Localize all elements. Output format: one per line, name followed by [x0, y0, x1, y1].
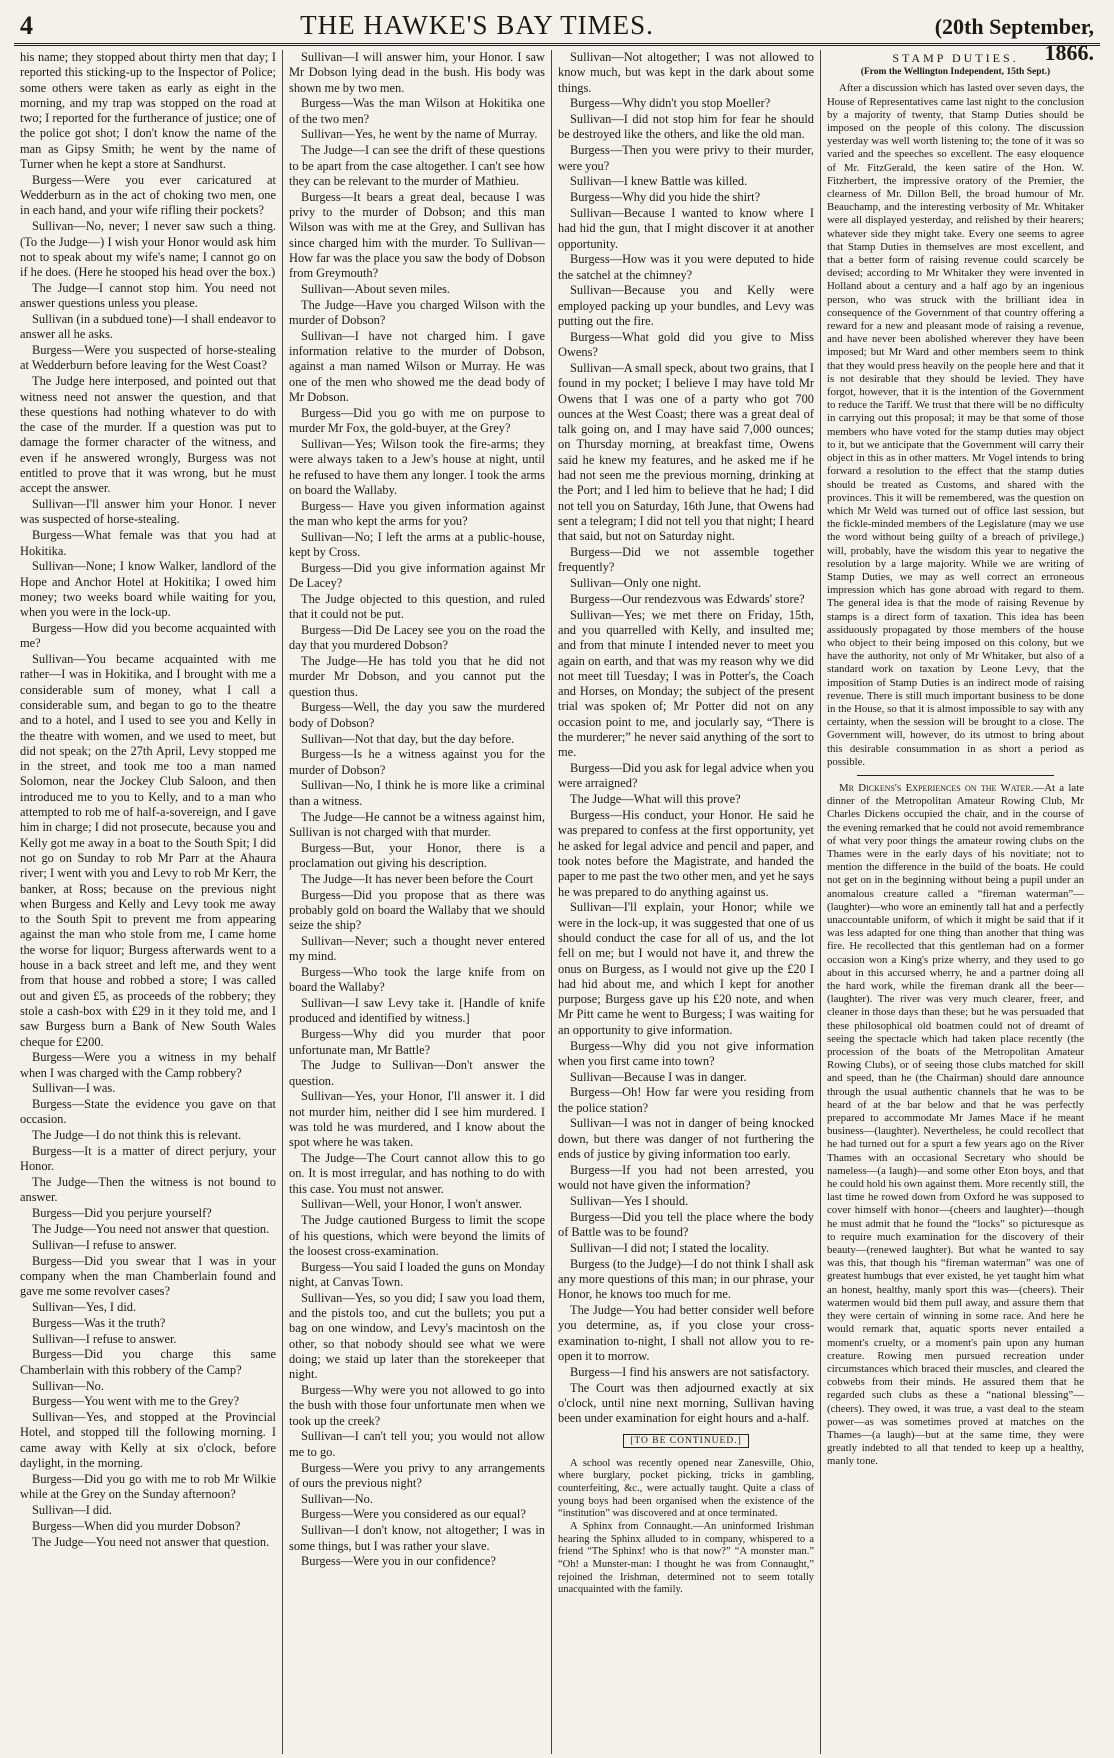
- paragraph: Burgess—What female was that you had at Hokitika.: [20, 528, 276, 558]
- paragraph: Sullivan—Yes, and stopped at the Provincial Hotel, and stopped till the following morning. I came away with Kelly at six o'clock, before daylight, in the morning.: [20, 1410, 276, 1471]
- paragraph: Sullivan—About seven miles.: [301, 281, 451, 296]
- paragraph: Burgess—Were you suspected of horse-stealing at Wedderburn before leaving for the West Coast?: [20, 343, 276, 373]
- paragraph: Burgess—How was it you were deputed to hide the satchel at the chimney?: [558, 252, 814, 282]
- paragraph: Sullivan—No.: [32, 1378, 104, 1393]
- paragraph: Sullivan—I refuse to answer.: [32, 1237, 177, 1252]
- column-2: [283, 50, 552, 1754]
- paragraph: Sullivan—Yes, your Honor, I'll answer it. I did not murder him, neither did I see him murdered. I was told he was murdered, and I know about the spot where he was taken.: [289, 1089, 545, 1150]
- paragraph: The Judge—He has told you that he did not murder Mr Dobson, and you cannot put the question thus.: [289, 654, 545, 699]
- paragraph: Burgess—Why didn't you stop Moeller?: [570, 96, 771, 111]
- divider: [857, 775, 1054, 776]
- paragraph: Sullivan—I was.: [32, 1081, 116, 1096]
- paragraph: Burgess—I find his answers are not satisfactory.: [570, 1364, 810, 1379]
- paragraph: The Judge objected to this question, and ruled that it could not be put.: [289, 591, 545, 622]
- paragraph: Burgess—Did you go with me on purpose to murder Mr Fox, the gold-buyer, at the Grey?: [289, 405, 545, 436]
- dickens-title: Mr Dickens's Experiences on the Water.: [839, 781, 1034, 794]
- paragraph: Burgess—Why did you murder that poor unfortunate man, Mr Battle?: [289, 1027, 545, 1057]
- paragraph: Burgess—It bears a great deal, because I was privy to the murder of Dobson; and this man Wilson was with me at the Grey, and Sullivan has since charged him with the murder. To Sullivan—How far was the place you saw the body of Dobson from Greymouth?: [289, 189, 546, 281]
- paragraph: Sullivan—No.: [301, 1491, 373, 1506]
- paragraph: his name; they stopped about thirty men that day; I reported this sticking-up to the Inspector of Police; some others were taken as early as eight in the morning, and my trap was stopped on the road at two; I reported for the furtherance of justice; one of the police got shot; I don't know the name of the man as Gipsy Smith; he went by the name of Turner when he kept a store at Sandhurst.: [20, 50, 276, 172]
- paragraph: The Judge—Have you charged Wilson with the murder of Dobson?: [289, 297, 545, 328]
- paragraph: Burgess—Were you ever caricatured at Wedderburn as in the act of choking two men, one in each hand, and your wife rifling their pockets?: [20, 172, 276, 218]
- paragraph: Burgess—State the evidence you gave on that occasion.: [20, 1097, 276, 1127]
- paragraph: Burgess—Our rendezvous was Edwards' store?: [570, 591, 805, 606]
- paragraph: Burgess—Then you were privy to their murder, were you?: [558, 143, 814, 173]
- column-1: [14, 50, 283, 1754]
- paragraph: Burgess—Did you ask for legal advice when you were arraigned?: [558, 761, 814, 791]
- columns: [14, 46, 1100, 1754]
- paragraph: Burgess—Were you in our confidence?: [301, 1554, 496, 1569]
- column-4: [821, 50, 1090, 1754]
- paragraph: Burgess—Did you swear that I was in your company when the man Chamberlain found and gave me some revolver cases?: [20, 1253, 276, 1299]
- paragraph: A Sphinx from Connaught.—An uninformed Irishman hearing the Sphinx alluded to in company, whispered to a friend “The Sphinx! who is that now?” “A monster man.” “Oh! a Munster-man: I thought he was from Connaught,” rejoined the Irishman, determined not to seem totally unacquainted with the family.: [558, 1521, 814, 1596]
- short-items: [558, 1458, 814, 1597]
- paragraph: Burgess—You went with me to the Grey?: [32, 1394, 240, 1409]
- paragraph: Sullivan—I refuse to answer.: [32, 1331, 177, 1346]
- paragraph: Burgess—Were you privy to any arrangements of ours the previous night?: [289, 1460, 545, 1490]
- column-3: [552, 50, 821, 1754]
- paragraph: Sullivan—Yes, he went by the name of Murray.: [301, 127, 538, 142]
- paragraph: Burgess—Well, the day you saw the murdered body of Dobson?: [289, 700, 545, 730]
- paragraph: Sullivan—Yes; we met there on Friday, 15th, and you quarrelled with Kelly, and insulted me; and from that minute I intended never to meet you again on earth, and that was my reason why we did not meet till Tuesday; I was in Potter's, the Coach and Horses, on Monday; the subject of the present trial was spoken of; Mr Potter did not on any occasion point to me, and jocularly say, “There is the murderer;” he never said anything of the sort to me.: [558, 607, 814, 760]
- paragraph: Sullivan—Because I was in danger.: [570, 1069, 747, 1084]
- newspaper-title: THE HAWKE'S BAY TIMES.: [300, 10, 654, 40]
- dickens-article: [827, 782, 1084, 1469]
- paragraph: The Court was then adjourned exactly at six o'clock, until nine next morning, Sullivan having been under examination for eight hours and a-half.: [558, 1380, 814, 1426]
- paragraph: The Judge—What will this prove?: [570, 792, 741, 807]
- paragraph: Burgess—It is a matter of direct perjury, your Honor.: [20, 1144, 276, 1174]
- paragraph: A school was recently opened near Zanesville, Ohio, where burglary, pocket picking, tricks in gambling, counterfeiting, &c., were actually taught. Quite a class of young boys had been organised when the existence of the “institution” was discovered and at once terminated.: [558, 1457, 814, 1520]
- paragraph: Sullivan—Because I wanted to know where I had hid the gun, that I might discover it at another opportunity.: [558, 205, 814, 251]
- page-number: 4: [20, 11, 33, 40]
- paragraph: Burgess—What gold did you give to Miss Owens?: [558, 329, 814, 360]
- paragraph: Burgess—If you had not been arrested, you would not have given the information?: [558, 1162, 814, 1193]
- paragraph: Sullivan—I don't know, not altogether; I was in some things, but I was rather your slave.: [289, 1523, 545, 1553]
- paragraph: Burgess—Was it the truth?: [32, 1315, 166, 1330]
- paragraph: Sullivan—None; I know Walker, landlord of the Hope and Anchor Hotel at Hokitika; I owed him money; two weeks board while waiting for you, when you were in the lock-up.: [20, 559, 276, 620]
- paragraph: Burgess—Did you charge this same Chamberlain with this robbery of the Camp?: [20, 1347, 276, 1377]
- paragraph: Sullivan—I can't tell you; you would not allow me to go.: [289, 1429, 545, 1459]
- to-be-continued: [558, 1434, 814, 1449]
- dickens-body: —At a late dinner of the Metropolitan Amateur Rowing Club, Mr Charles Dickens occupied the chair, and in the course of the evening remarked that he could not avoid remembrance of what very poor things the amateur rowing clubs on the Thames were in the early days of his novitiate; not to mention the difference in the build of the boats. He could not get on in the beginning without being a pupil under an anomalous creature called a “fireman waterman”—(laughter)—who wore an eminently tall hat and a perfectly unaccountable uniform, of which it might be said that if it was less adapted for one thing than another that thing was fire. He recollected that this gentleman had on a former occasion won a King's prize wherry, and they used to go about in this accursed wherry, he and a partner doing all the hard work, while the fireman drank all the beer—(laughter). The river was very much clearer, freer, and cleaner in those days than these; but he was persuaded that these philosophical old boatmen could not of dreamt of seeing the spectacle which had taken place recently (the procession of the boats of the Metropolitan Amateur Rowing Clubs), or of seeing those clubs matched for skill and speed, than he (the Chairman) should dare announce through the usual authentic channels that he was to be heard of at the bar below and that he was perfectly prepared to accommodate Mr James Mace if he meant business—(laughter). Nevertheless, he could recollect that he had turned out for a spurt a few years ago on the River Thames with an occasional Secretary who should be nameless—(a laugh)—and some other Eton boys, and that he could hold his own against them. More recently still, the last time he rowed down from Oxford he was supposed to cover himself with honor—(cheers and laughter)—though he must admit that he found the “locks” so picturesque as to require much examination for the discovery of their beauty—(renewed laughter). But what he wanted to say was this, that though his “fireman waterman” was one of greatest humbugs that ever existed, he yet taught him what an honest, healthy, manly sport this was—(cheers). Their watermen would bid them pull away, and assure them that they were certain of winning in some race. And here he would remark that, aquatic sports never entailed a moment's cruelty, or a moment's pain upon any human creature. Rowing men pursued recreation under circumstances which braced their muscles, and cleared the cobwebs from their minds. He assured them that he regarded such clubs as these a “national blessing”—(cheers). They owed, it was true, a vast deal to the steam power—as was sometimes proved at matches on the Thames—(a laugh)—but at the same time, they were greatly indebted to all that tended to keep up a healthy, manly tone.: [827, 781, 1084, 1468]
- paragraph: Sullivan—I have not charged him. I gave information relative to the murder of Dobson, against a man named Wilson or Murray. He was one of the men who showed me the dead body of Mr Dobson.: [289, 328, 545, 405]
- paragraph: Sullivan—Yes, I did.: [32, 1300, 137, 1315]
- paragraph: The Judge cautioned Burgess to limit the scope of his questions, which were beyond the limits of the loosest cross-examination.: [289, 1213, 545, 1258]
- paragraph: Sullivan—Yes I should.: [570, 1193, 689, 1208]
- paragraph: Sullivan—Not that day, but the day before.: [301, 731, 515, 746]
- paragraph: Sullivan—No, never; I never saw such a thing. (To the Judge—) I wish your Honor would ask him not to speak about my wife's name; I cannot go on if he does. (Here he stooped his head over the box.): [20, 219, 276, 280]
- paragraph: Burgess—Why were you not allowed to go into the bush with those four unfortunate men when we took up the creek?: [289, 1383, 545, 1428]
- paragraph: Burgess—Did we not assemble together frequently?: [558, 545, 814, 575]
- stamp-duties-article: After a discussion which has lasted over seven days, the House of Representatives came last night to the conclusion by a majority of twenty, that Stamp Duties should be imposed on the people of this colony. The discussion yesterday was well worth listening to; the tone of it was so varied and the speeches so excellent. The easy eloquence of Mr. FitzGerald, the keen satire of the Hon. W. Fitzherbert, the impressive oratory of the Premier, the clearness of Mr. Dillon Bell, the broad humour of Mr. Beauchamp, and the interesting verbosity of Mr. Whitaker were all displayed yesterday, and relished by their hearers; whatever side they might take. Every one seems to agree that Stamp Duties in themselves are most excellent, and that a better form of raising revenue could scarcely be devised; according to Mr Whitaker they were invented in Holland about a century and a half ago by an ingenious person, who was struck with the brilliant idea in consequence of the Government of that country offering a reward for a new and pleasant mode of raising a revenue, and have never been abolished wherever they have been imposed; but Mr Ward and other members seem to think that they would press heavily on the people here and that it is not desirable that they should be levied. They have forgot, however, that it is the intention of the Government to reduce the Tariff. We trust that there will be no difficulty in carrying out this proposal; it may be that some of those members who have voted for the stamp duties may object to it, but we anticipate that the Government will carry their object in this as in other matters. Mr Vogel intends to bring forward a resolution to the effect that the stamp duties should be treated as Customs, and shared with the provinces. This it will be remembered, was the question on which Mr Weld was turned out of office last session, but the fickle-minded members of the Legislature (may we use the word without being guilty of a breach of privilege,) will, probably, have the wisdom this year to negative the resolution by a large majority. While we are writing of Stamp Duties, we may as well correct an erroneous impression which has gone abroad with regard to them. The general idea is that the mode of raising Revenue by stamps is a direct form of taxation. This idea has been assiduously propagated by those members of the house who object to their being imposed on this colony, but we have the authority, not only of Mr Whitaker, but also of a standard work on taxation by Leone Levy, that the imposition of Stamp Duties is an indirect mode of raising revenue. There is still much important business to be done in the House, so that it is almost impossible to say with any certainty, when the session will be brought to a close. The Government will, however, do its utmost to bring about this desirable consummation in as short a period as possible.: [827, 82, 1084, 768]
- paragraph: Sullivan—You became acquainted with me rather—I was in Hokitika, and I brought with me a considerable sum of money, what I call a considerable sum, and began to go to the theatre and to a hotel, and I used to see you and Kelly in the theatre with women, and we used to meet, but did not speak; on the 27th April, Levy stopped me in the street, and took me too a man named Solomon, near the Jockey Club Saloon, and then introduced me to you to Kelly, and to a man who attempted to rob me of half-a-sovereign, and I gave him in charge; I did not prosecute, because you and Kelly got me away in a boat to the South Spit; I did not go on Sunday to rob Mr Parr at the Ahaura river; I went with you and Levy to rob Mr Kerr, the banker, at Ross; because on the previous night when Burgess and Kelly and Levy took me away to the South Spit to prevent me from appearing against the man who stole from me, I came home the worse for liquor; Burgess afterwards went to a house in a back street and left me, and they went from that house and robbed a store; I was called out and given £5, as proceeds of the robbery; they stole a cash-box with £29 in it they told me, and I saw Burgess burn a Bank of New South Wales cheque for £200.: [20, 652, 276, 1049]
- paragraph: The Judge—You need not answer that question.: [32, 1222, 270, 1237]
- paragraph: Burgess—Did you go with me to rob Mr Wilkie while at the Grey on the Sunday afternoon?: [20, 1471, 276, 1502]
- paragraph: Sullivan—No, I think he is more like a criminal than a witness.: [289, 778, 545, 808]
- issue-date: (20th September, 1866.: [934, 14, 1094, 65]
- paragraph: Burgess—Were you a witness in my behalf when I was charged with the Camp robbery?: [20, 1050, 276, 1080]
- section-heading: STAMP DUTIES.: [892, 51, 1019, 65]
- paragraph: The Judge—You need not answer that question.: [32, 1534, 270, 1549]
- paragraph: Sullivan—I was not in danger of being knocked down, but there was danger of not furthering the ends of justice by giving information too early.: [558, 1116, 814, 1162]
- paragraph: Burgess—Did you perjure yourself?: [32, 1206, 212, 1221]
- to-be-continued-label: [TO BE CONTINUED.]: [623, 1434, 749, 1448]
- paragraph: The Judge—The Court cannot allow this to go on. It is most irregular, and has nothing to do with this case. You must not answer.: [289, 1151, 545, 1196]
- paragraph: Sullivan—I did not; I stated the locality.: [570, 1240, 770, 1255]
- paragraph: Burgess—How did you become acquainted with me?: [20, 620, 276, 651]
- paragraph: Sullivan—Never; such a thought never entered my mind.: [289, 933, 545, 964]
- paragraph: Burgess—Did you tell the place where the body of Battle was to be found?: [558, 1209, 814, 1240]
- paragraph: The Judge—Then the witness is not bound to answer.: [20, 1175, 276, 1205]
- paragraph: Sullivan—I knew Battle was killed.: [570, 174, 748, 189]
- paragraph: Sullivan—I'll answer him your Honor. I never was suspected of horse-stealing.: [20, 497, 276, 527]
- paragraph: Sullivan—Because you and Kelly were employed packing up your bundles, and Levy was putting out the fire.: [558, 283, 814, 329]
- paragraph: Burgess—Oh! How far were you residing from the police station?: [558, 1085, 814, 1115]
- paragraph: Burgess (to the Judge)—I do not think I shall ask any more questions of this man; in our phrase, your Honor, he knows too much for me.: [558, 1256, 814, 1302]
- paragraph: Burgess—Did De Lacey see you on the road the day that you murdered Dobson?: [289, 622, 545, 653]
- paragraph: Sullivan—Yes, so you did; I saw you load them, and the pistols too, and cut the bullets; you put a bag on one window, and Levy's macintosh on the other, so that nobody should see what we were doing; we staid up later than the storekeeper that night.: [289, 1290, 545, 1382]
- paragraph: The Judge here interposed, and pointed out that witness need not answer the question, and that these questions had nothing whatever to do with the case of the murder. If a question was put to damage the former character of the witness, and even if he answered wrongly, Burgess was not entitled to prove that it was wrong, but he must accept the answer.: [20, 374, 276, 496]
- paragraph: Burgess—His conduct, your Honor. He said he was prepared to confess at the first opportunity, yet he asked for legal advice and pencil and paper, and took notes before the Magistrate, and handed the paper to me past the two other men, and yet he says he was prepared to do anything against us.: [558, 808, 814, 899]
- paragraph: Sullivan—Well, your Honor, I won't answer.: [301, 1197, 522, 1212]
- paragraph: Sullivan—Not altogether; I was not allowed to know much, but was kept in the dark about some things.: [558, 50, 814, 95]
- paragraph: Burgess—Is he a witness against you for the murder of Dobson?: [289, 747, 545, 777]
- paragraph: Burgess—Was the man Wilson at Hokitika one of the two men?: [289, 96, 545, 126]
- paragraph: Burgess—You said I loaded the guns on Monday night, at Canvas Town.: [289, 1259, 545, 1289]
- paragraph: Burgess—When did you murder Dobson?: [32, 1518, 241, 1533]
- paragraph: Burgess—Why did you hide the shirt?: [570, 190, 761, 205]
- paragraph: The Judge—It has never been before the Court: [301, 871, 534, 886]
- paragraph: Burgess—Why did you not give information when you first came into town?: [558, 1038, 814, 1068]
- paragraph: Sullivan—I did.: [32, 1502, 112, 1517]
- paragraph: Sullivan—I'll explain, your Honor; while we were in the lock-up, it was suggested that one of us should conduct the case for all of us, and the lot fell on me; but I would not have it, and threw the onus on Burgess, as I would not give up the £20 I had hid about me, and which I kept for another purpose; Burgess gave up his £20 note, and when Mr Pitt came he went to Burgess; I was waiting for an opportunity to give information.: [558, 900, 814, 1037]
- paragraph: Sullivan—I saw Levy take it. [Handle of knife produced and identified by witness.]: [289, 996, 545, 1026]
- paragraph: Burgess—But, your Honor, there is a proclamation out giving his description.: [289, 840, 545, 870]
- paragraph: Sullivan—Only one night.: [570, 576, 702, 591]
- paragraph: The Judge—I can see the drift of these questions to be apart from the case altogether. I can't see how they can be relevant to the murder of Mathieu.: [289, 143, 545, 188]
- paragraph: Burgess—Who took the large knife from on board the Wallaby?: [289, 965, 545, 995]
- paragraph: Burgess—Did you propose that as there was probably gold on board the Wallaby that we should seize the ship?: [289, 887, 545, 933]
- paragraph: Sullivan—I did not stop him for fear he should be destroyed like the others, and like the old man.: [558, 112, 814, 142]
- paragraph: Burgess— Have you given information against the man who kept the arms for you?: [289, 498, 545, 528]
- paragraph: Sullivan—No; I left the arms at a public-house, kept by Cross.: [289, 529, 545, 559]
- paragraph: Sullivan—Yes; Wilson took the fire-arms; they were always taken to a Jew's house at night, until he refused to have them any longer. I took the arms on board the Wallaby.: [289, 436, 545, 497]
- paragraph: The Judge—He cannot be a witness against him, Sullivan is not charged with that murder.: [289, 809, 545, 839]
- paragraph: Burgess—Did you give information against Mr De Lacey?: [289, 560, 545, 591]
- paragraph: The Judge—I cannot stop him. You need not answer questions unless you please.: [20, 280, 276, 311]
- paragraph: Sullivan (in a subdued tone)—I shall endeavor to answer all he asks.: [20, 312, 276, 342]
- paragraph: Burgess—Were you considered as our equal?: [301, 1507, 526, 1522]
- section-source: (From the Wellington Independent, 15th Sept.): [860, 67, 1051, 78]
- paragraph: The Judge—You had better consider well before you determine, as, if you close your cross-examination to-night, I shall not allow you to re-open it to morrow.: [558, 1303, 814, 1363]
- paragraph: The Judge—I do not think this is relevant.: [32, 1128, 242, 1143]
- paragraph: Sullivan—I will answer him, your Honor. I saw Mr Dobson lying dead in the bush. His body was shown me by two men.: [289, 50, 545, 95]
- paragraph: Sullivan—A small speck, about two grains, that I found in my pocket; I believe I may have told Mr Owens that I was one of a party who got 700 ounces at the West Coast; there was a great deal of talk going on, and I may have said 7,000 ounces; on Thursday morning, at breakfast time, Owens said he knew my features, and he asked me if he had not seen me the previous morning, drinking at the Port; and I led him to believe that he had; I did not tell you on Saturday, 16th June, that Owens had sent a telegram; I did not tell you that night; I heard that said, but not on Saturday night.: [558, 360, 814, 544]
- trial-continuation: [558, 50, 814, 1426]
- paragraph: The Judge to Sullivan—Don't answer the question.: [289, 1058, 545, 1088]
